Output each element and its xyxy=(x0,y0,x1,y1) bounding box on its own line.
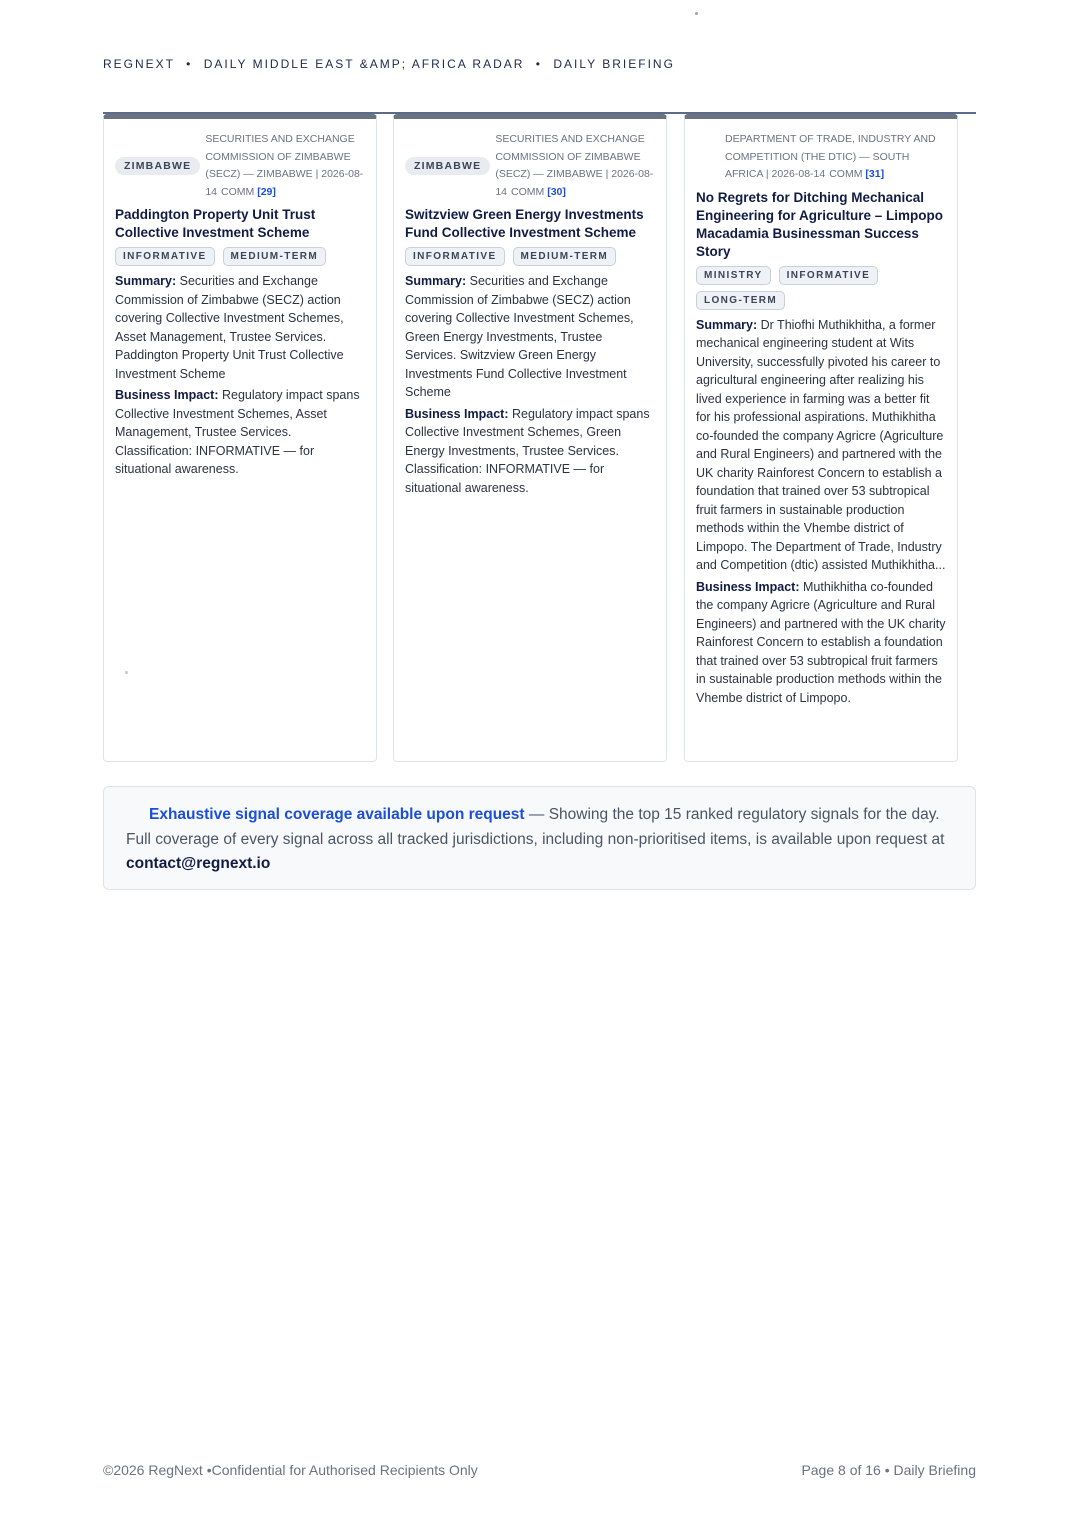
card-meta xyxy=(405,131,655,201)
tag-informative: INFORMATIVE xyxy=(779,266,879,285)
card-date: 2026-08-14 xyxy=(205,168,364,198)
signal-card xyxy=(684,114,958,762)
card-source xyxy=(205,131,365,201)
source-name: SECURITIES AND EXCHANGE COMMISSION OF ZIMBABWE (SECZ) — ZIMBABWE | xyxy=(495,133,645,180)
tag-ministry: MINISTRY xyxy=(696,266,771,285)
tag-informative: INFORMATIVE xyxy=(405,247,505,266)
card-title: Paddington Property Unit Trust Collective Investment Scheme xyxy=(115,207,316,240)
card-title: Switzview Green Energy Investments Fund Collective Investment Scheme xyxy=(405,207,644,240)
card-meta xyxy=(115,131,365,201)
signal-card xyxy=(103,114,377,762)
card-source xyxy=(495,131,655,201)
card-summary: Summary: Securities and Exchange Commission of Zimbabwe (SECZ) action covering Collective Investment Schemes, Asset Management, Trustee Services. Paddington Property Unit Trust Collective Investment Scheme xyxy=(115,274,344,381)
comm-label: COMM xyxy=(511,185,545,198)
card-summary: Summary: Dr Thiofhi Muthikhitha, a former mechanical engineering student at Wits University, successfully pivoted his career to agricultural engineering after realizing his lived experience in farming was a better fit for his professional aspirations. Muthikhitha co-founded the company Agricre (Agriculture and Rural Engineers) and partnered with the UK charity Rainforest Concern to establish a foundation that trained over 53 subtropical fruit farmers in sustainable production methods within the Vhembe district of Limpopo. The Department of Trade, Industry and Competition (dtic) assisted Muthikhitha... xyxy=(696,317,946,572)
comm-reference[interactable]: [29] xyxy=(257,185,276,198)
comm-reference[interactable]: [30] xyxy=(547,185,566,198)
source-name: DEPARTMENT OF TRADE, INDUSTRY AND COMPETITION (THE DTIC) — SOUTH AFRICA | xyxy=(725,133,936,180)
signal-card xyxy=(393,114,667,762)
tag-medium-term: MEDIUM-TERM xyxy=(513,247,617,266)
notice-lead: Exhaustive signal coverage available upon request xyxy=(149,806,525,823)
card-source xyxy=(696,131,946,184)
source-name: SECURITIES AND EXCHANGE COMMISSION OF ZIMBABWE (SECZ) — ZIMBABWE | xyxy=(205,133,355,180)
tag-informative: INFORMATIVE xyxy=(115,247,215,266)
comm-label: COMM xyxy=(829,168,863,180)
card-tags xyxy=(115,247,365,266)
page-header: REGNEXT • DAILY MIDDLE EAST &AMP; AFRICA RADAR • DAILY BRIEFING xyxy=(103,57,675,71)
decorative-dot xyxy=(695,12,698,15)
card-impact: Business Impact: Regulatory impact spans Collective Investment Schemes, Asset Management, Trustee Services. Classification: INFORMATIVE — for situational awareness. xyxy=(115,388,360,476)
comm-reference[interactable]: [31] xyxy=(865,168,885,180)
card-tags xyxy=(696,266,946,310)
country-badge: ZIMBABWE xyxy=(115,157,200,175)
header-section: DAILY MIDDLE EAST &AMP; AFRICA RADAR xyxy=(203,57,525,71)
card-date: 2026-08-14 xyxy=(771,168,826,180)
signal-cards xyxy=(103,114,976,764)
tag-medium-term: MEDIUM-TERM xyxy=(223,247,327,266)
card-title: No Regrets for Ditching Mechanical Engineering for Agriculture – Limpopo Macadamia Businessman Success Story xyxy=(696,189,944,259)
country-badge: ZIMBABWE xyxy=(405,157,490,175)
footer-page-number: Page 8 of 16 • Daily Briefing xyxy=(801,1462,976,1478)
tag-long-term: LONG-TERM xyxy=(696,291,785,310)
contact-email-link[interactable]: contact@regnext.io xyxy=(126,855,271,872)
card-impact: Business Impact: Regulatory impact spans Collective Investment Schemes, Green Energy Investments, Trustee Services. Classification: INFORMATIVE — for situational awareness. xyxy=(405,406,650,495)
card-summary: Summary: Securities and Exchange Commission of Zimbabwe (SECZ) action covering Collective Investment Schemes, Green Energy Investments, Trustee Services. Switzview Green Energy Investments Fund Collective Investment Scheme xyxy=(405,274,634,399)
decorative-dot xyxy=(125,671,128,674)
card-impact: Business Impact: Muthikhitha co-founded the company Agricre (Agriculture and Rural Engineers) and partnered with the UK charity Rainforest Concern to establish a foundation that trained over 53 subtropical fruit farmers in sustainable production methods within the Vhembe district of Limpopo. xyxy=(696,579,946,705)
card-tags xyxy=(405,247,655,266)
card-date: 2026-08-14 xyxy=(495,168,654,198)
comm-label: COMM xyxy=(221,185,255,198)
coverage-notice xyxy=(103,786,976,890)
notice-body: — Showing the top 15 ranked regulatory signals for the day. Full coverage of every signal across all tracked jurisdictions, including non-prioritised items, is available upon request at xyxy=(126,806,945,848)
header-brand: REGNEXT xyxy=(103,57,175,71)
header-kind: DAILY BRIEFING xyxy=(553,57,675,71)
footer-copyright: ©2026 RegNext •Confidential for Authorised Recipients Only xyxy=(103,1462,478,1478)
